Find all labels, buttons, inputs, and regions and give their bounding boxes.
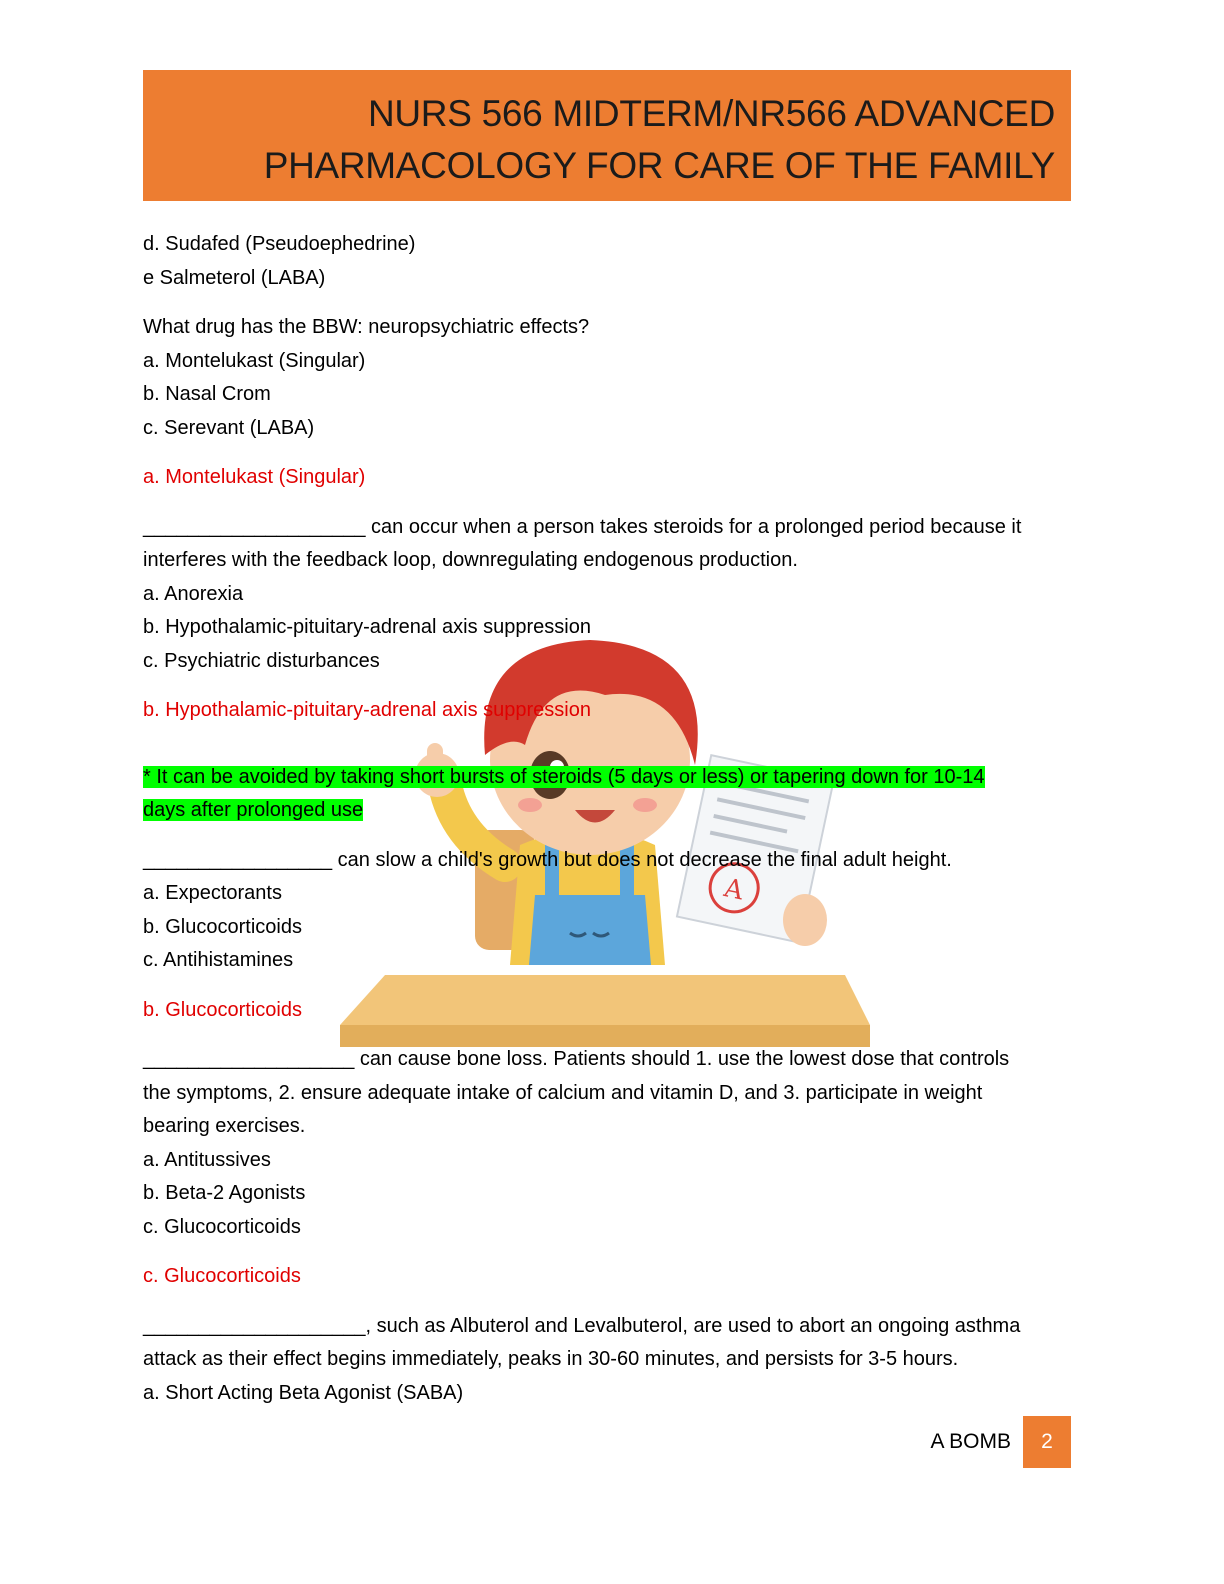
question-line: interferes with the feedback loop, downregulating endogenous production. bbox=[143, 549, 798, 571]
answer-line: b. Hypothalamic-pituitary-adrenal axis suppression bbox=[143, 699, 591, 721]
option-line: c. Antihistamines bbox=[143, 949, 294, 971]
highlighted-note: * It can be avoided by taking short bursts of steroids (5 days or less) or tapering down for 10-14 bbox=[143, 765, 985, 788]
header-banner bbox=[143, 70, 1071, 201]
option-line: c. Serevant (LABA) bbox=[143, 416, 315, 439]
grade-stamp-letter: A bbox=[721, 873, 747, 907]
option-line: a. Anorexia bbox=[143, 582, 244, 605]
answer-line: b. Glucocorticoids bbox=[143, 998, 302, 1021]
question-line: ___________________ can cause bone loss. Patients should 1. use the lowest dose that controls bbox=[143, 1048, 1010, 1070]
option-line: a. Expectorants bbox=[143, 882, 282, 904]
option-line: c. Glucocorticoids bbox=[143, 1215, 301, 1238]
option-line: c. Psychiatric disturbances bbox=[143, 649, 380, 672]
option-line: a. Antitussives bbox=[143, 1148, 271, 1171]
document-title-line-1: NURS 566 MIDTERM/NR566 ADVANCED bbox=[367, 93, 1055, 134]
option-line: a. Short Acting Beta Agonist (SABA) bbox=[143, 1381, 464, 1404]
document-title-line-2: PHARMACOLOGY FOR CARE OF THE FAMILY bbox=[263, 145, 1055, 186]
question-line: _________________ can slow a child's growth but does not decrease the final adult height. bbox=[143, 848, 952, 871]
answer-line: c. Glucocorticoids bbox=[143, 1265, 301, 1287]
page-number: 2 bbox=[1023, 1416, 1071, 1468]
question-line: bearing exercises. bbox=[143, 1115, 306, 1137]
option-line: d. Sudafed (Pseudoephedrine) bbox=[143, 233, 416, 255]
question-line: ____________________ can occur when a person takes steroids for a prolonged period because it bbox=[143, 515, 1022, 538]
option-line: a. Montelukast (Singular) bbox=[143, 349, 366, 372]
highlighted-note: days after prolonged use bbox=[143, 799, 364, 821]
page-footer bbox=[930, 1416, 1071, 1468]
option-line: b. Glucocorticoids bbox=[143, 915, 302, 938]
footer-label: A BOMB bbox=[930, 1430, 1011, 1453]
option-line: b. Beta-2 Agonists bbox=[143, 1182, 306, 1204]
option-line: b. Hypothalamic-pituitary-adrenal axis suppression bbox=[143, 616, 591, 638]
question-line: attack as their effect begins immediately, peaks in 30-60 minutes, and persists for 3-5 hours. bbox=[143, 1348, 959, 1370]
option-line: e Salmeterol (LABA) bbox=[143, 266, 326, 289]
question-line: What drug has the BBW: neuropsychiatric effects? bbox=[143, 316, 590, 338]
answer-line: a. Montelukast (Singular) bbox=[143, 466, 366, 488]
question-line: ____________________, such as Albuterol and Levalbuterol, are used to abort an ongoing asthma bbox=[143, 1314, 1021, 1337]
question-line: the symptoms, 2. ensure adequate intake of calcium and vitamin D, and 3. participate in weight bbox=[143, 1081, 983, 1104]
option-line: b. Nasal Crom bbox=[143, 383, 271, 405]
document-body bbox=[143, 228, 1073, 1410]
